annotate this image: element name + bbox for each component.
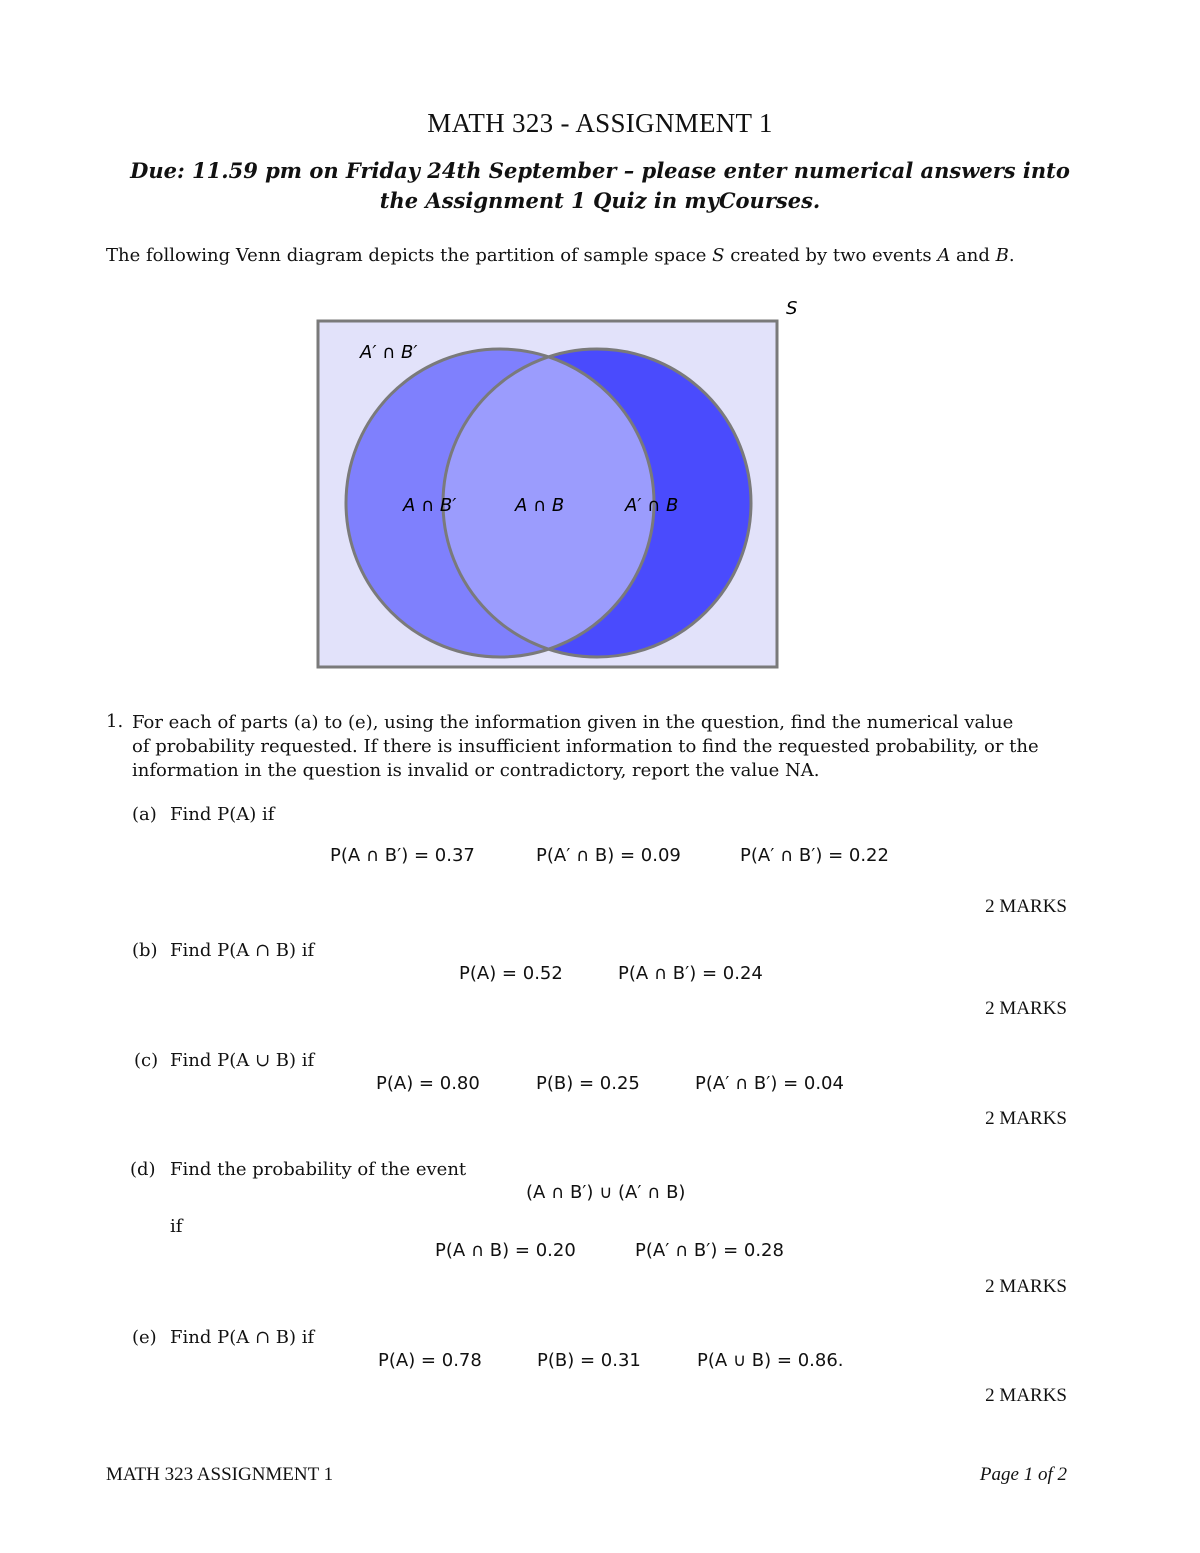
question-line-2: of probability requested. If there is insufficient information to find the requested probability, or the bbox=[132, 736, 1039, 757]
part-d-event: (A ∩ B′) ∪ (A′ ∩ B) bbox=[526, 1182, 686, 1203]
part-e-marks: 2 MARKS bbox=[985, 1385, 1067, 1406]
part-b-eq-1: P(A) = 0.52 bbox=[459, 963, 563, 984]
part-a-marks: 2 MARKS bbox=[985, 896, 1067, 917]
intro-B: B bbox=[995, 245, 1009, 266]
part-c-text: Find P(A ∪ B) if bbox=[170, 1050, 315, 1071]
intro-part-1: The following Venn diagram depicts the partition of sample space bbox=[106, 245, 713, 266]
part-d-if: if bbox=[170, 1216, 183, 1237]
part-d-marks: 2 MARKS bbox=[985, 1276, 1067, 1297]
venn-center-label: A ∩ B bbox=[515, 495, 565, 516]
question-text bbox=[132, 711, 1072, 783]
part-c-eq-3: P(A′ ∩ B′) = 0.04 bbox=[695, 1073, 844, 1094]
part-b-eq-2: P(A ∩ B′) = 0.24 bbox=[618, 963, 763, 984]
venn-space-label: S bbox=[786, 298, 798, 319]
part-c-marks: 2 MARKS bbox=[985, 1108, 1067, 1129]
intro-S: S bbox=[712, 245, 725, 266]
venn-diagram bbox=[0, 0, 1200, 700]
part-a-eq-1: P(A ∩ B′) = 0.37 bbox=[330, 845, 475, 866]
part-e-eq-2: P(B) = 0.31 bbox=[537, 1350, 641, 1371]
part-c-eq-1: P(A) = 0.80 bbox=[376, 1073, 480, 1094]
intro-A: A bbox=[937, 245, 951, 266]
question-line-3: information in the question is invalid or contradictory, report the value NA. bbox=[132, 760, 820, 781]
part-d-text: Find the probability of the event bbox=[170, 1159, 467, 1180]
part-e-text: Find P(A ∩ B) if bbox=[170, 1327, 315, 1348]
venn-outer-label: A′ ∩ B′ bbox=[360, 342, 418, 363]
question-number: 1. bbox=[106, 711, 124, 732]
part-a-label: (a) bbox=[132, 804, 157, 825]
part-e-eq-1: P(A) = 0.78 bbox=[378, 1350, 482, 1371]
part-e-eq-3: P(A ∪ B) = 0.86. bbox=[697, 1350, 844, 1371]
part-e-label: (e) bbox=[132, 1327, 157, 1348]
part-a-eq-3: P(A′ ∩ B′) = 0.22 bbox=[740, 845, 889, 866]
intro-part-2: created by two events bbox=[724, 245, 938, 266]
part-b-marks: 2 MARKS bbox=[985, 998, 1067, 1019]
part-c-eq-2: P(B) = 0.25 bbox=[536, 1073, 640, 1094]
part-b-text: Find P(A ∩ B) if bbox=[170, 940, 315, 961]
part-d-label: (d) bbox=[130, 1159, 156, 1180]
part-a-text: Find P(A) if bbox=[170, 804, 275, 825]
question-line-1: For each of parts (a) to (e), using the information given in the question, find the numerical value bbox=[132, 712, 1014, 733]
part-d-eq-1: P(A ∩ B) = 0.20 bbox=[435, 1240, 576, 1261]
due-line-2: the Assignment 1 Quiz in myCourses. bbox=[379, 188, 821, 213]
part-c-label: (c) bbox=[134, 1050, 159, 1071]
venn-left-label: A ∩ B′ bbox=[403, 495, 457, 516]
intro-part-3: and bbox=[950, 245, 996, 266]
intro-part-4: . bbox=[1008, 245, 1015, 266]
footer-course: MATH 323 ASSIGNMENT 1 bbox=[106, 1464, 334, 1485]
venn-right-label: A′ ∩ B bbox=[625, 495, 679, 516]
part-a-eq-2: P(A′ ∩ B) = 0.09 bbox=[536, 845, 681, 866]
part-b-label: (b) bbox=[132, 940, 158, 961]
due-line-1: Due: 11.59 pm on Friday 24th September – please enter numerical answers into bbox=[130, 158, 1070, 183]
page-title: MATH 323 - ASSIGNMENT 1 bbox=[427, 108, 773, 138]
part-d-eq-2: P(A′ ∩ B′) = 0.28 bbox=[635, 1240, 784, 1261]
footer-page-number: Page 1 of 2 bbox=[979, 1464, 1067, 1485]
